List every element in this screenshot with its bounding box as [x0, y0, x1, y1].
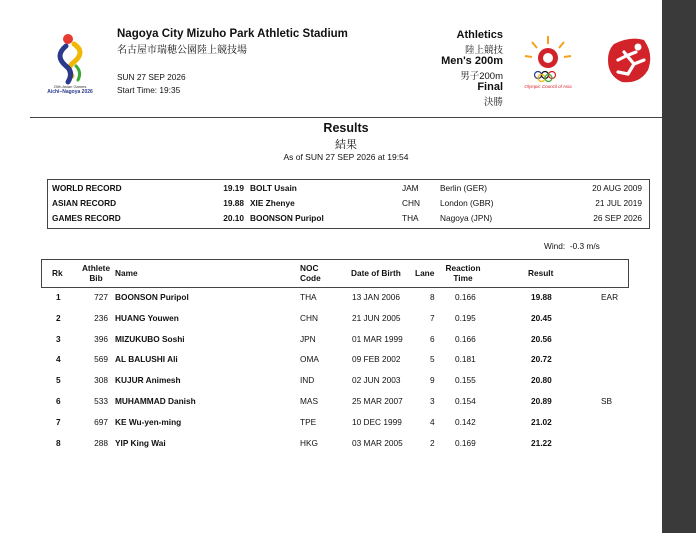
- record-date: 20 AUG 2009: [592, 183, 642, 193]
- noc-code: JPN: [300, 333, 316, 344]
- noc-code: THA: [300, 292, 317, 302]
- lane: 6: [430, 333, 435, 344]
- result-row: [0, 313, 662, 327]
- record-label: GAMES RECORD: [52, 213, 121, 223]
- sport-name: Athletics: [456, 29, 503, 41]
- rank: 4: [56, 354, 61, 365]
- record-mark: 19.19: [223, 183, 244, 193]
- oca-logo: [520, 32, 576, 94]
- lane: 2: [430, 437, 435, 448]
- rank: 3: [56, 333, 61, 344]
- results-title-ja: 結果: [335, 139, 357, 151]
- result-mark: 20.72: [531, 354, 552, 365]
- lane: 8: [430, 292, 435, 302]
- date-of-birth: 01 MAR 1999: [352, 333, 403, 344]
- record-place: Nagoya (JPN): [440, 213, 493, 223]
- record-holder: XIE Zhenye: [250, 198, 295, 208]
- athlete-name: MUHAMMAD Danish: [115, 396, 196, 406]
- rank: 8: [56, 437, 61, 448]
- athletics-pictogram: [604, 36, 656, 86]
- record-noc: JAM: [402, 183, 419, 193]
- result-mark: 19.88: [531, 292, 552, 302]
- as-of-timestamp: As of SUN 27 SEP 2026 at 19:54: [283, 152, 409, 162]
- record-noc: THA: [402, 213, 419, 223]
- reaction-time: 0.142: [455, 416, 476, 427]
- oca-caption: Olympic Council of Asia: [524, 84, 572, 89]
- record-note: EAR: [601, 292, 619, 302]
- athlete-name: HUANG Youwen: [115, 312, 179, 323]
- lane: 4: [430, 416, 435, 427]
- event-name: Men's 200m: [441, 55, 503, 67]
- result-mark: 21.02: [531, 416, 552, 427]
- window-right-edge: [662, 0, 696, 533]
- reaction-time: 0.195: [455, 312, 476, 323]
- athlete-name: BOONSON Puripol: [115, 292, 189, 302]
- date-of-birth: 03 MAR 2005: [352, 437, 403, 448]
- date-of-birth: 10 DEC 1999: [352, 416, 402, 427]
- result-mark: 20.56: [531, 333, 552, 344]
- event-name-ja: 男子200m: [460, 71, 503, 82]
- venue-title: Nagoya City Mizuho Park Athletic Stadium: [117, 28, 348, 40]
- rank: 1: [56, 292, 61, 302]
- record-place: Berlin (GER): [440, 183, 488, 193]
- date-of-birth: 09 FEB 2002: [352, 354, 401, 365]
- result-mark: 20.45: [531, 312, 552, 323]
- reaction-time: 0.166: [455, 333, 476, 344]
- lane: 7: [430, 312, 435, 323]
- date-of-birth: 21 JUN 2005: [352, 312, 401, 323]
- games-emblem-icon: [44, 30, 96, 86]
- athlete-name: AL BALUSHI Ali: [115, 354, 178, 365]
- reaction-time: 0.181: [455, 354, 476, 365]
- rank: 5: [56, 375, 61, 386]
- bib: 288: [94, 437, 108, 448]
- record-row: [0, 213, 662, 227]
- result-row: [0, 396, 662, 410]
- games-logo-line1: 20th Asian Games: [53, 84, 87, 89]
- record-holder: BOONSON Puripol: [250, 213, 324, 223]
- result-row: [0, 354, 662, 368]
- rank: 2: [56, 312, 61, 323]
- col-rank: Rk: [52, 268, 63, 278]
- bib: 727: [94, 292, 108, 302]
- noc-code: CHN: [300, 312, 318, 323]
- result-mark: 20.89: [531, 396, 552, 406]
- rank: 7: [56, 416, 61, 427]
- lane: 9: [430, 375, 435, 386]
- record-holder: BOLT Usain: [250, 183, 297, 193]
- start-time: Start Time: 19:35: [117, 85, 181, 95]
- athlete-name: MIZUKUBO Soshi: [115, 333, 185, 344]
- results-title: Results: [323, 121, 369, 135]
- record-date: 21 JUL 2019: [595, 198, 642, 208]
- bib: 236: [94, 312, 108, 323]
- reaction-time: 0.155: [455, 375, 476, 386]
- venue-title-ja: 名古屋市瑞穂公園陸上競技場: [117, 45, 247, 56]
- col-reaction-line1: Reaction: [445, 263, 481, 273]
- athlete-name: YIP King Wai: [115, 437, 166, 448]
- record-place: London (GBR): [440, 198, 494, 208]
- games-logo: [44, 30, 96, 96]
- lane: 5: [430, 354, 435, 365]
- result-mark: 21.22: [531, 437, 552, 448]
- reaction-time: 0.166: [455, 292, 476, 302]
- result-row: [0, 417, 662, 431]
- result-row: [0, 292, 662, 306]
- sport-name-ja: 陸上競技: [464, 45, 503, 56]
- athlete-name: KUJUR Animesh: [115, 375, 181, 386]
- bib: 308: [94, 375, 108, 386]
- noc-code: IND: [300, 375, 315, 386]
- record-row: [0, 198, 662, 212]
- games-logo-line2: Aichi–Nagoya 2026: [47, 89, 93, 95]
- col-noc-line1: NOC: [300, 263, 319, 273]
- date-of-birth: 13 JAN 2006: [352, 292, 400, 302]
- rank: 6: [56, 396, 61, 406]
- col-name: Name: [115, 268, 138, 278]
- result-row: [0, 438, 662, 452]
- oca-emblem-icon: [520, 32, 576, 82]
- record-noc: CHN: [402, 198, 420, 208]
- record-row: [0, 183, 662, 197]
- noc-code: OMA: [300, 354, 319, 365]
- record-label: WORLD RECORD: [52, 183, 122, 193]
- bib: 396: [94, 333, 108, 344]
- bib: 569: [94, 354, 108, 365]
- header-divider: [30, 117, 662, 118]
- record-mark: 19.88: [223, 198, 244, 208]
- noc-code: TPE: [300, 416, 317, 427]
- col-lane: Lane: [415, 268, 435, 278]
- bib: 533: [94, 396, 108, 406]
- noc-code: MAS: [300, 396, 318, 406]
- date-of-birth: 02 JUN 2003: [352, 375, 401, 386]
- date-of-birth: 25 MAR 2007: [352, 396, 403, 406]
- event-date: SUN 27 SEP 2026: [117, 72, 186, 82]
- record-label: ASIAN RECORD: [52, 198, 117, 208]
- col-bib-line2: Bib: [89, 273, 103, 283]
- result-row: [0, 375, 662, 389]
- noc-code: HKG: [300, 437, 318, 448]
- bib: 697: [94, 416, 108, 427]
- col-noc-line2: Code: [300, 273, 321, 283]
- result-row: [0, 334, 662, 348]
- record-mark: 20.10: [223, 213, 244, 223]
- phase-name: Final: [477, 81, 503, 93]
- record-note: SB: [601, 396, 613, 406]
- col-dob: Date of Birth: [351, 268, 401, 278]
- col-result: Result: [528, 268, 554, 278]
- lane: 3: [430, 396, 435, 406]
- runner-icon: [604, 36, 656, 86]
- record-date: 26 SEP 2026: [593, 213, 642, 223]
- athlete-name: KE Wu-yen-ming: [115, 416, 182, 427]
- reaction-time: 0.154: [455, 396, 476, 406]
- wind-reading: Wind: -0.3 m/s: [544, 241, 600, 251]
- result-mark: 20.80: [531, 375, 552, 386]
- col-bib-line1: Athlete: [81, 263, 111, 273]
- col-reaction-line2: Time: [453, 273, 473, 283]
- reaction-time: 0.169: [455, 437, 476, 448]
- phase-name-ja: 決勝: [483, 97, 503, 108]
